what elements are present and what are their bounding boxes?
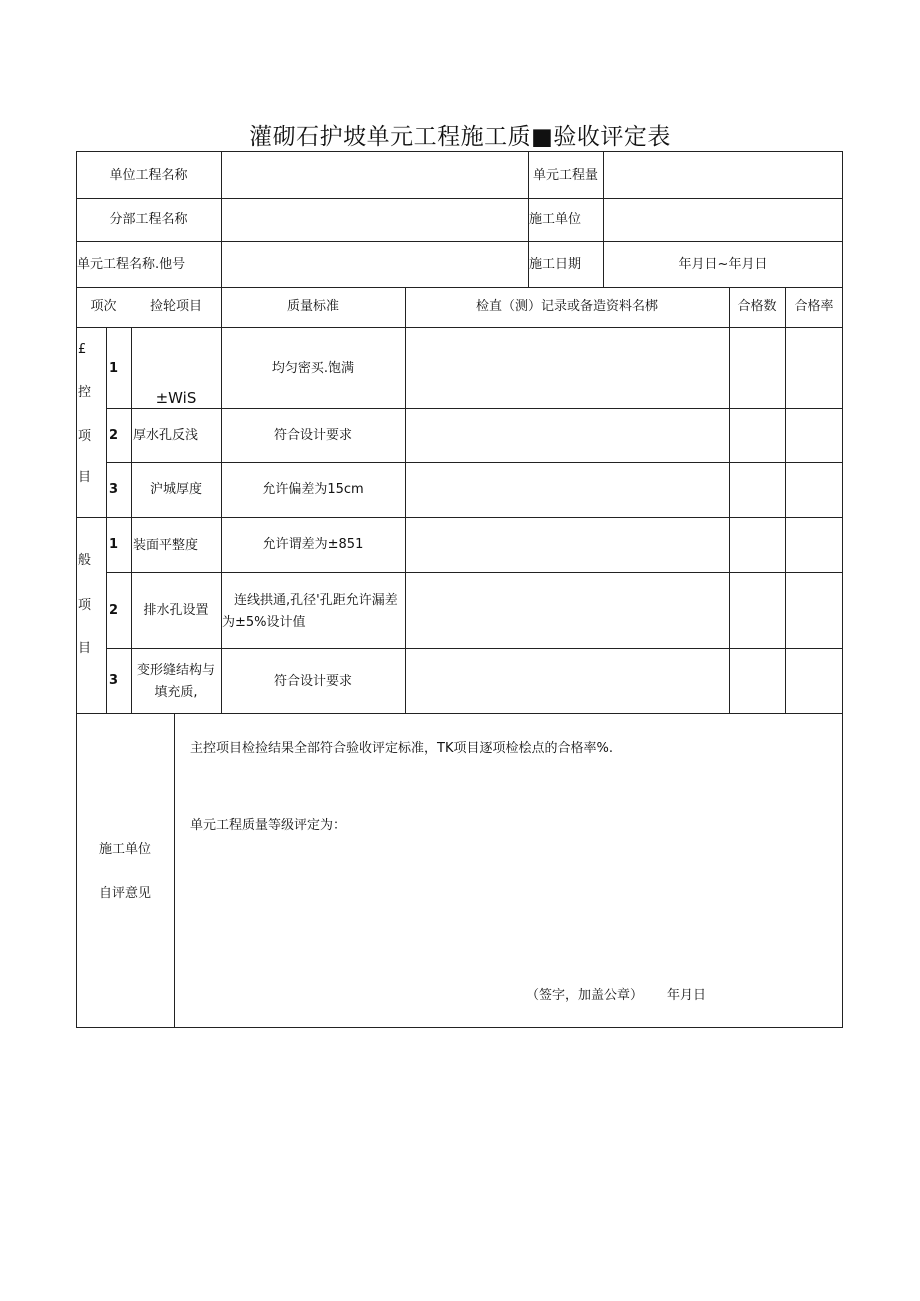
- evaluation-statement: 主控项目检捡结果全部符合验收评定标准，TK项目逐项检桧点的合格率%.: [190, 741, 613, 756]
- construction-date-label: 施工日期: [529, 257, 582, 272]
- unit-quantity-label: 单元工程量: [532, 168, 598, 183]
- row-divider: [106, 408, 843, 409]
- row-divider: [106, 462, 843, 463]
- col-header-qualified-count: 合格数: [737, 299, 777, 314]
- row-divider: [76, 517, 843, 518]
- col-divider: [785, 287, 786, 713]
- main-row-3-no: 3: [109, 482, 119, 497]
- main-control-group-char: 项: [78, 429, 92, 444]
- form-title: 灌砌石护坡单元工程施工质■验收评定表: [249, 124, 671, 150]
- row-divider: [76, 287, 843, 288]
- col-header-inspection-item: 捡轮项目: [149, 299, 202, 314]
- general-group-char: 般: [78, 553, 92, 568]
- construction-unit-label: 施工单位: [529, 212, 582, 227]
- general-row-1-standard: 允许谓差为±851: [262, 537, 364, 552]
- row-divider: [76, 327, 843, 328]
- col-divider: [405, 287, 406, 713]
- unit-project-name-label: 单位工程名称: [109, 168, 188, 183]
- element-project-label: 单元工程名称.他号: [77, 257, 186, 272]
- general-row-2-no: 2: [109, 603, 119, 618]
- row-divider: [76, 198, 843, 199]
- division-project-name-label: 分部工程名称: [109, 212, 188, 227]
- main-row-2-standard: 符合设计要求: [273, 428, 352, 443]
- main-control-group-char: £: [78, 342, 87, 357]
- main-control-group-char: 目: [78, 470, 92, 485]
- main-row-3-standard: 允许偏差为15cm: [262, 482, 364, 497]
- general-row-1-item: 装面平整度: [133, 538, 199, 553]
- construction-date-value: 年月日~年月日: [678, 257, 768, 272]
- evaluation-form: [76, 151, 843, 1028]
- main-control-group-char: 控: [78, 385, 92, 400]
- col-header-pass-rate: 合格率: [794, 299, 834, 314]
- col-divider: [174, 713, 175, 1028]
- col-header-item-no: 项次: [90, 299, 117, 314]
- row-divider: [76, 713, 843, 714]
- general-row-3-item-line2: 填充质,: [154, 685, 198, 700]
- row-divider: [76, 241, 843, 242]
- col-divider: [729, 287, 730, 713]
- evaluation-grade: 单元工程质量等级评定为：: [190, 818, 347, 833]
- main-row-1-item: ±WiS: [155, 389, 197, 407]
- main-row-1-standard: 均匀密买.饱满: [271, 361, 355, 376]
- col-header-quality-standard: 质量标准: [286, 299, 339, 314]
- evaluation-signature: （签字，加盖公章）: [526, 988, 644, 1003]
- col-divider: [221, 287, 222, 713]
- general-group-char: 项: [78, 598, 92, 613]
- main-row-2-no: 2: [109, 428, 119, 443]
- general-group-char: 目: [78, 641, 92, 656]
- general-row-3-standard: 符合设计要求: [273, 674, 352, 689]
- general-row-2-standard-line2: 为±5%设计值: [222, 615, 306, 630]
- general-row-1-no: 1: [109, 537, 119, 552]
- evaluation-date: 年月日: [667, 988, 707, 1003]
- evaluation-label-line1: 施工单位: [98, 842, 151, 857]
- general-row-3-item-line1: 变形缝结构与: [136, 663, 215, 678]
- evaluation-label-line2: 自评意见: [98, 886, 151, 901]
- col-divider: [221, 151, 222, 287]
- row-divider: [106, 572, 843, 573]
- col-divider: [131, 327, 132, 713]
- main-row-2-item: 厚水孔反浅: [133, 428, 199, 443]
- general-row-3-no: 3: [109, 673, 119, 688]
- col-divider: [106, 327, 107, 713]
- col-header-records: 检直（测）记录或备造资料名梆: [475, 299, 658, 314]
- row-divider: [106, 648, 843, 649]
- general-row-2-item: 排水孔设置: [143, 603, 209, 618]
- main-row-1-no: 1: [109, 361, 119, 376]
- general-row-2-standard-line1: 连线拱通,孔径'孔距允许漏差: [234, 593, 398, 608]
- main-row-3-item: 沪城厚度: [149, 482, 202, 497]
